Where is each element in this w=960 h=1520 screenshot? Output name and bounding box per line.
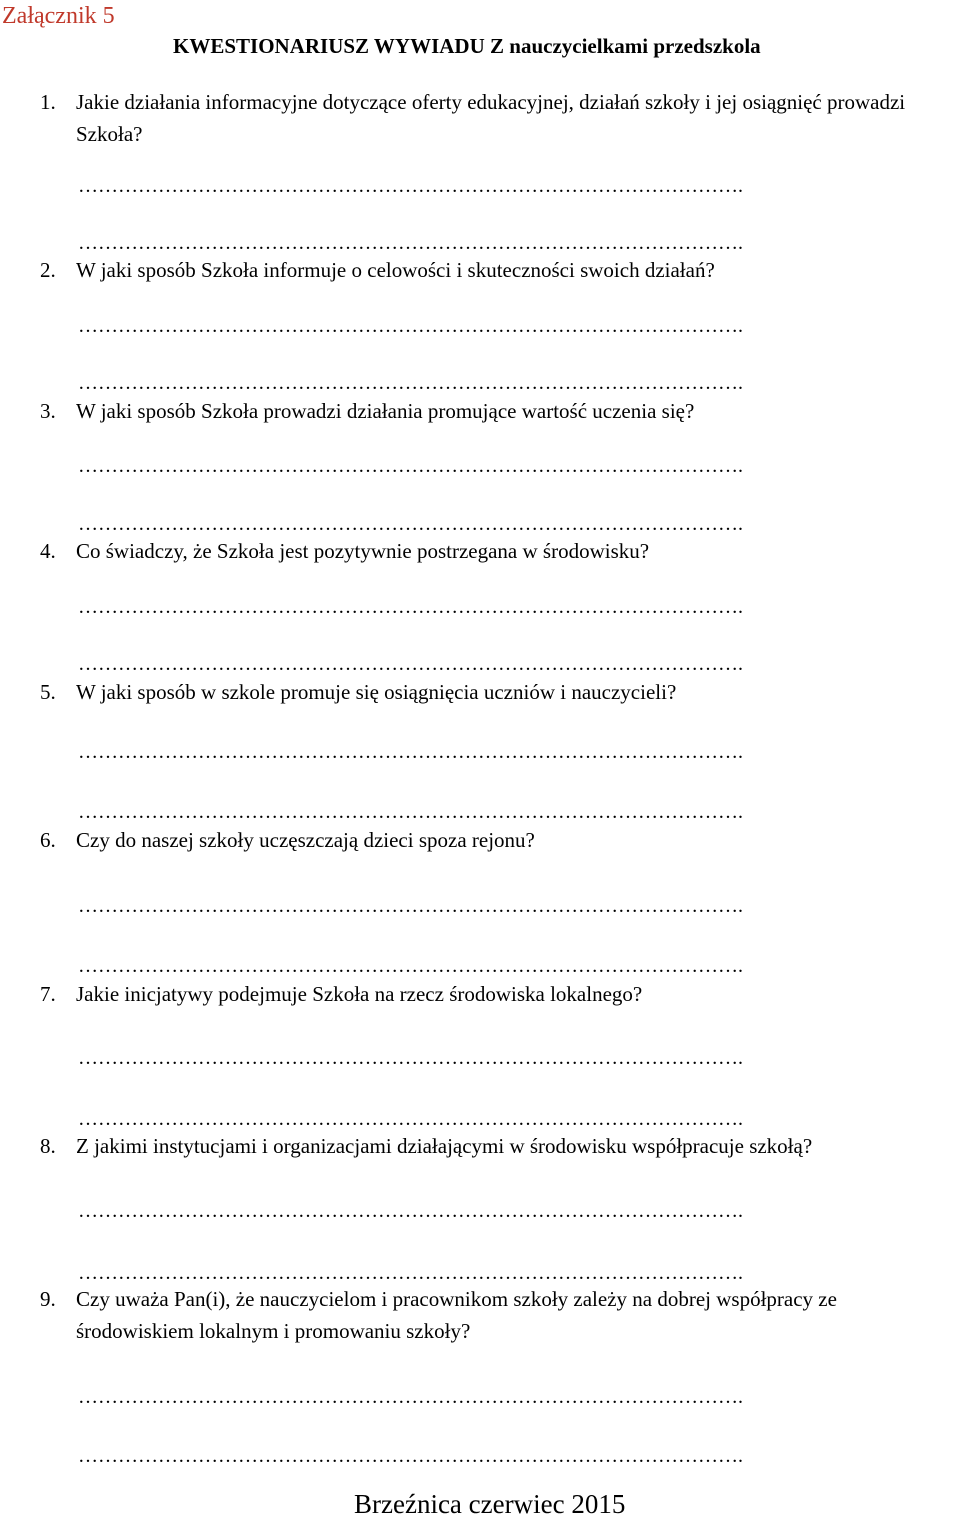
question-1	[40, 86, 960, 150]
question-2	[40, 254, 960, 286]
question-text: Czy uważa Pan(i), że nauczycielom i pracownikom szkoły zależy na dobrej współpracy ze środowiskiem lokalnym i promowaniu szkoły?	[76, 1287, 837, 1343]
question-number: 2.	[40, 258, 56, 282]
answer-line[interactable]: ……………………………………………………………………………………….	[78, 1386, 743, 1408]
question-text: W jaki sposób Szkoła informuje o celowości i skuteczności swoich działań?	[76, 258, 715, 282]
question-text: Co świadczy, że Szkoła jest pozytywnie postrzegana w środowisku?	[76, 539, 650, 563]
answer-line[interactable]: ……………………………………………………………………………………….	[78, 513, 743, 535]
answer-line[interactable]: ……………………………………………………………………………………….	[78, 1047, 743, 1069]
answer-line[interactable]: ……………………………………………………………………………………….	[78, 315, 743, 337]
question-6	[40, 824, 960, 856]
question-number: 4.	[40, 539, 56, 563]
answer-line[interactable]: ……………………………………………………………………………………….	[78, 1200, 743, 1222]
question-text: W jaki sposób w szkole promuje się osiągnięcia uczniów i nauczycieli?	[76, 680, 677, 704]
question-number: 8.	[40, 1134, 56, 1158]
answer-line[interactable]: ……………………………………………………………………………………….	[78, 372, 743, 394]
answer-line[interactable]: ……………………………………………………………………………………….	[78, 232, 743, 254]
answer-line[interactable]: ……………………………………………………………………………………….	[78, 741, 743, 763]
document-title: KWESTIONARIUSZ WYWIADU Z nauczycielkami przedszkola	[173, 34, 761, 58]
question-number: 5.	[40, 680, 56, 704]
answer-line[interactable]: ……………………………………………………………………………………….	[78, 653, 743, 675]
question-text: Czy do naszej szkoły uczęszczają dzieci spoza rejonu?	[76, 828, 535, 852]
answer-line[interactable]: ……………………………………………………………………………………….	[78, 1262, 743, 1284]
question-text: Jakie inicjatywy podejmuje Szkoła na rzecz środowiska lokalnego?	[76, 982, 643, 1006]
answer-line[interactable]: ……………………………………………………………………………………….	[78, 175, 743, 197]
answer-line[interactable]: ……………………………………………………………………………………….	[78, 455, 743, 477]
annex-label: Załącznik 5	[2, 3, 115, 29]
question-text: Z jakimi instytucjami i organizacjami działającymi w środowisku współpracuje szkołą?	[76, 1134, 813, 1158]
answer-line[interactable]: ……………………………………………………………………………………….	[78, 895, 743, 917]
question-number: 3.	[40, 399, 56, 423]
question-9	[40, 1283, 960, 1347]
question-number: 7.	[40, 982, 56, 1006]
question-4	[40, 535, 960, 567]
answer-line[interactable]: ……………………………………………………………………………………….	[78, 1108, 743, 1130]
question-3	[40, 395, 960, 427]
answer-line[interactable]: ……………………………………………………………………………………….	[78, 801, 743, 823]
question-number: 6.	[40, 828, 56, 852]
answer-line[interactable]: ……………………………………………………………………………………….	[78, 955, 743, 977]
question-text: W jaki sposób Szkoła prowadzi działania promujące wartość uczenia się?	[76, 399, 695, 423]
answer-line[interactable]: ……………………………………………………………………………………….	[78, 596, 743, 618]
question-number: 9.	[40, 1287, 56, 1311]
answer-line[interactable]: ……………………………………………………………………………………….	[78, 1445, 743, 1467]
question-text: Jakie działania informacyjne dotyczące oferty edukacyjnej, działań szkoły i jej osiągnięć prowadzi Szkoła?	[76, 90, 906, 146]
question-8	[40, 1130, 960, 1162]
question-5	[40, 676, 960, 708]
question-number: 1.	[40, 90, 56, 114]
place-date-footer: Brzeźnica czerwiec 2015	[354, 1489, 626, 1519]
question-7	[40, 978, 960, 1010]
